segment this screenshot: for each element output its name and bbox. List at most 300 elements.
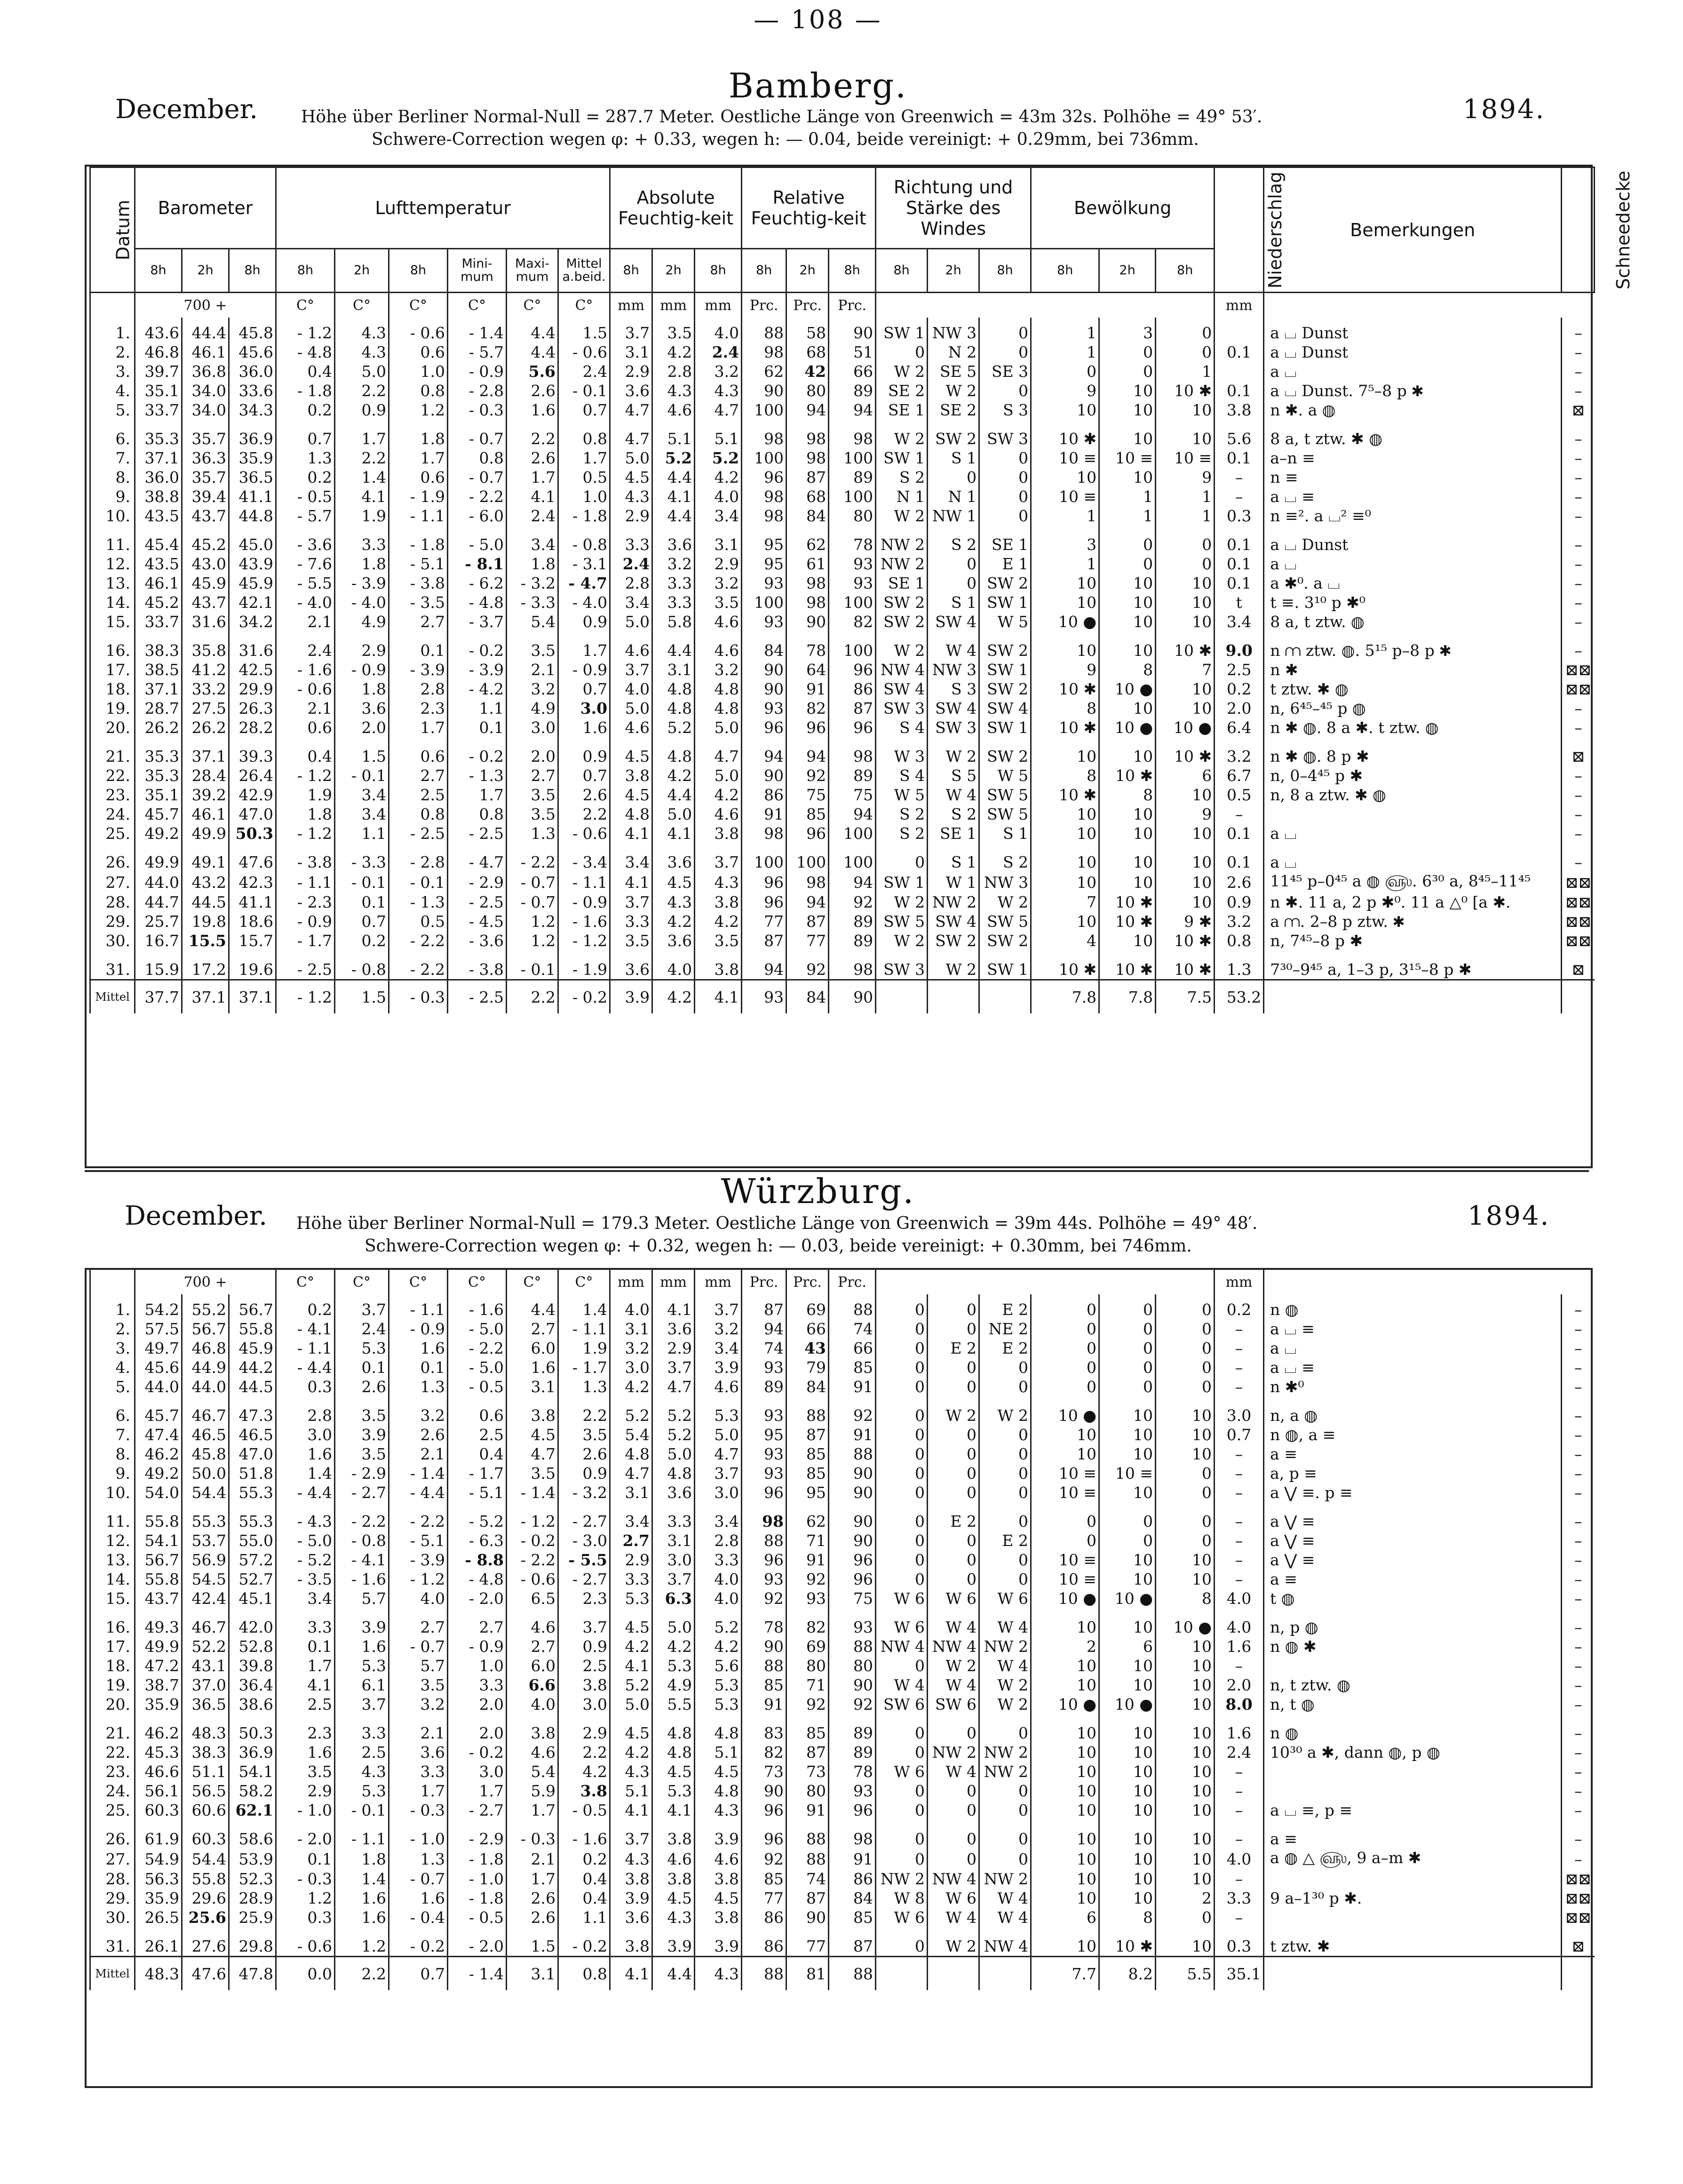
data-cell: 3.2 [389,1396,448,1425]
data-cell: 5.6 [507,362,558,381]
data-cell: 100 [829,824,876,843]
data-cell: 0 [876,1550,928,1570]
remarks-cell: n, 0–4⁴⁵ p ✱ [1264,766,1562,785]
data-cell: NW 1 [928,506,979,526]
snow-cover-cell: – [1562,766,1595,785]
data-cell: 6.1 [335,1675,389,1695]
data-cell: 0 [979,1377,1031,1396]
snow-cover-cell: – [1562,526,1595,554]
data-cell: 10 ● [1031,612,1099,631]
data-cell: 5.1 [652,420,695,448]
data-cell: 5.4 [610,1425,652,1444]
data-cell: 3.5 [695,931,742,950]
data-cell: 90 [829,1531,876,1550]
data-cell: W 2 [928,1927,979,1957]
data-cell: 0 [876,1377,928,1396]
data-cell: 26.2 [182,718,229,737]
data-cell: 36.9 [229,420,276,448]
data-cell: N 1 [928,487,979,506]
data-cell: 4.2 [652,766,695,785]
snow-cover-cell: – [1562,506,1595,526]
data-cell: 2.9 [335,631,389,660]
data-cell: 98 [742,487,786,506]
data-cell: 4.1 [652,824,695,843]
data-cell: 4.3 [335,1762,389,1781]
data-cell: 10 [1099,1444,1156,1464]
data-cell: 25.9 [229,1908,276,1927]
data-cell: 10 [1099,400,1156,420]
data-cell: 42.1 [229,593,276,612]
data-cell: – [1215,1801,1264,1820]
data-cell: 4.2 [610,1743,652,1762]
data-cell: 0.1 [389,1358,448,1377]
data-cell: W 4 [928,1908,979,1927]
data-cell: NW 4 [876,1637,928,1656]
remarks-cell: a ⌴ ≡ [1264,487,1562,506]
snow-cover-cell: – [1562,1762,1595,1781]
table-row [90,1762,1595,1781]
data-cell: W 6 [876,1762,928,1781]
day-cell: 4. [90,1358,135,1377]
data-cell: 2.2 [507,420,558,448]
data-cell: 0.3 [276,1377,335,1396]
data-cell: 98 [742,420,786,448]
data-cell: 0 [928,1781,979,1801]
data-cell: 10 [1156,420,1215,448]
data-cell: 5.4 [507,1762,558,1781]
data-cell: 89 [829,1743,876,1762]
data-cell: 0 [1156,343,1215,362]
data-cell: - 4.4 [389,1483,448,1502]
data-cell: 38.8 [135,487,182,506]
data-cell: - 0.5 [558,1801,610,1820]
data-cell: 1.6 [335,1637,389,1656]
data-cell: 4 [1031,931,1099,950]
data-cell: 2.9 [695,554,742,574]
data-cell: S 4 [876,718,928,737]
data-cell: 0 [1099,1339,1156,1358]
day-cell: 30. [90,931,135,950]
data-cell: 98 [742,343,786,362]
data-cell: SW 1 [876,448,928,468]
data-cell: - 2.2 [507,1550,558,1570]
data-cell: 10 [1156,1656,1215,1675]
data-cell: 10 ≡ [1156,448,1215,468]
mean-row [90,980,1595,1014]
data-cell: 100 [742,400,786,420]
data-cell: 5.2 [695,448,742,468]
day-cell: 19. [90,1675,135,1695]
data-cell: 0.8 [1215,931,1264,950]
day-cell: 1. [90,318,135,343]
day-cell: 3. [90,362,135,381]
data-cell: W 2 [928,950,979,980]
data-cell: - 1.9 [558,950,610,980]
data-cell: 4.4 [652,785,695,805]
data-cell: W 3 [876,737,928,766]
data-cell: - 3.9 [448,660,507,679]
data-cell: 10 [1099,420,1156,448]
data-cell: SW 3 [876,950,928,980]
data-cell: W 5 [876,785,928,805]
snow-cover-cell: – [1562,805,1595,824]
data-cell: W 2 [876,893,928,912]
data-cell: 4.5 [652,1889,695,1908]
data-cell: 10 [1031,1849,1099,1869]
data-cell: 0 [1099,1358,1156,1377]
data-cell: 38.5 [135,660,182,679]
data-cell: 0.8 [389,381,448,400]
data-cell: 0.1 [1215,526,1264,554]
mean-cell [928,980,979,1014]
data-cell: - 8.1 [448,554,507,574]
data-cell: 3.8 [507,1714,558,1743]
table-row [90,574,1595,593]
data-cell: 62 [742,362,786,381]
data-cell: 3.2 [1215,912,1264,931]
remarks-cell: a ⋁ ≡ [1264,1502,1562,1531]
data-cell: 5.0 [610,699,652,718]
data-cell: 3.1 [652,1531,695,1550]
data-cell: 2.1 [507,660,558,679]
data-cell: 2.6 [507,1908,558,1927]
table-row [90,931,1595,950]
remarks-cell [1264,1656,1562,1675]
snow-cover-cell: – [1562,1319,1595,1339]
table-row [90,699,1595,718]
mean-cell: - 2.5 [448,980,507,1014]
data-cell: 43.6 [135,318,182,343]
data-cell: E 2 [979,1294,1031,1319]
data-cell: 1.6 [1215,1637,1264,1656]
data-cell: 52.8 [229,1637,276,1656]
data-cell: 38.6 [229,1695,276,1714]
page-number: — 108 — [754,5,882,34]
data-cell: – [1215,1483,1264,1502]
data-cell: SW 5 [979,785,1031,805]
day-cell: 29. [90,1889,135,1908]
data-cell: 5.0 [652,1444,695,1464]
data-cell: 0.1 [389,631,448,660]
data-cell: 1.7 [335,420,389,448]
data-cell: 2.9 [610,1550,652,1570]
day-cell: 19. [90,699,135,718]
data-cell: 10 [1031,1820,1099,1849]
table-row [90,487,1595,506]
data-cell: 88 [742,1531,786,1550]
data-cell: - 0.6 [507,1570,558,1589]
data-cell: 3.8 [507,1396,558,1425]
data-cell: 10 [1099,1869,1156,1889]
data-cell: 0 [876,1396,928,1425]
data-cell: 4.2 [610,1377,652,1396]
data-cell: 10 [1031,843,1099,872]
data-cell: 77 [786,1927,829,1957]
data-cell: 10 [1099,1781,1156,1801]
data-cell: 0 [1031,1319,1099,1339]
data-cell: 31.6 [182,612,229,631]
day-cell: 4. [90,381,135,400]
remarks-cell: n ✱ ◍. 8 a ✱. t ztw. ◍ [1264,718,1562,737]
data-cell: 10 [1031,1656,1099,1675]
snow-cover-cell: ⊠⊠ [1562,872,1595,893]
data-cell: 47.0 [229,1444,276,1464]
data-cell: 35.3 [135,420,182,448]
data-cell: 17.2 [182,950,229,980]
data-cell: 29.9 [229,679,276,699]
data-cell: 89 [829,766,876,785]
unit-cell: mm [695,1270,742,1294]
data-cell: - 2.8 [448,381,507,400]
remarks-cell: 10³⁰ a ✱, dann ◍, p ◍ [1264,1743,1562,1762]
day-cell: 18. [90,1656,135,1675]
data-cell: 62 [786,1502,829,1531]
data-cell: 4.6 [652,1849,695,1869]
data-cell: - 2.5 [276,950,335,980]
data-cell: 5.4 [507,612,558,631]
data-cell: W 2 [928,737,979,766]
data-cell: SW 6 [928,1695,979,1714]
data-cell: 4.3 [652,893,695,912]
data-cell: SW 3 [876,699,928,718]
remarks-cell: a ⌴ [1264,824,1562,843]
data-cell: 4.8 [652,1464,695,1483]
data-cell: 0.9 [558,612,610,631]
data-cell: 45.9 [229,1339,276,1358]
data-cell: 42 [786,362,829,381]
data-cell: – [1215,487,1264,506]
data-cell: 87 [786,1889,829,1908]
data-cell: – [1215,1502,1264,1531]
data-cell: 2.7 [507,1319,558,1339]
data-cell: 35.7 [182,468,229,487]
data-cell: - 1.1 [276,872,335,893]
data-cell: SW 2 [928,931,979,950]
data-cell: 16.7 [135,931,182,950]
data-cell: 4.6 [695,612,742,631]
data-cell: - 1.8 [276,381,335,400]
mean-cell [1562,980,1595,1014]
data-cell: 47.0 [229,805,276,824]
data-cell: 4.2 [652,1637,695,1656]
data-cell: 3.0 [610,1358,652,1377]
header-barometer: Barometer [135,167,276,249]
data-cell: 98 [829,1820,876,1849]
data-cell: 44.9 [182,1358,229,1377]
day-cell: 7. [90,448,135,468]
data-cell: 39.3 [229,737,276,766]
data-cell: 1.2 [507,912,558,931]
data-cell: 0 [979,1464,1031,1483]
mean-cell: 3.9 [610,980,652,1014]
table-row [90,1889,1595,1908]
data-cell: 86 [829,679,876,699]
data-cell: W 4 [928,1762,979,1781]
data-cell: - 3.9 [389,1550,448,1570]
data-cell: – [1215,1656,1264,1675]
mean-cell: 93 [742,980,786,1014]
data-cell: 1.8 [389,420,448,448]
data-cell: 4.0 [1215,1849,1264,1869]
data-cell: SW 2 [876,593,928,612]
mean-cell [1264,980,1562,1014]
day-cell: 8. [90,1444,135,1464]
mean-cell: 81 [786,1957,829,1991]
day-cell: 21. [90,737,135,766]
data-cell: 47.2 [135,1656,182,1675]
data-cell: - 5.0 [448,1319,507,1339]
data-cell: 74 [829,1319,876,1339]
data-cell: 4.6 [507,1608,558,1637]
data-cell: - 2.5 [448,893,507,912]
data-cell: 10 ✱ [1099,950,1156,980]
data-cell: 0 [1099,1294,1156,1319]
data-cell: 10 ✱ [1099,766,1156,785]
data-cell: 3.4 [695,1339,742,1358]
data-cell: 9 [1031,660,1099,679]
data-cell: 5.3 [652,1781,695,1801]
data-cell: 94 [829,805,876,824]
snow-cover-cell: – [1562,718,1595,737]
data-cell: 2.6 [389,1425,448,1444]
unit-cell: C° [448,293,507,318]
data-cell: 80 [829,1656,876,1675]
data-cell: - 1.1 [335,1820,389,1849]
data-cell: 3.2 [389,1695,448,1714]
data-cell: 55.8 [182,1869,229,1889]
data-cell: 46.7 [182,1396,229,1425]
data-cell: 98 [786,574,829,593]
data-cell: 2.0 [1215,1675,1264,1695]
table-row [90,1675,1595,1695]
data-cell: 0 [1031,1358,1099,1377]
data-cell: 43.5 [135,506,182,526]
mean-cell [979,1957,1031,1991]
data-cell: 93 [742,1570,786,1589]
data-cell: 10 ≡ [1031,448,1099,468]
data-cell: 4.8 [652,699,695,718]
remarks-cell: n ⩋ ztw. ◍. 5¹⁵ p–8 p ✱ [1264,631,1562,660]
mean-cell: 90 [829,980,876,1014]
snow-cover-cell: ⊠⊠ [1562,1889,1595,1908]
data-cell: 4.7 [610,400,652,420]
data-cell: 0 [928,1714,979,1743]
data-cell: S 5 [928,766,979,785]
data-cell: 66 [786,1319,829,1339]
data-cell: 0 [1031,1377,1099,1396]
data-cell: 10 [1031,1762,1099,1781]
data-cell: - 0.9 [448,362,507,381]
sub-h2: 2h [182,249,229,293]
table-row [90,1743,1595,1762]
data-cell: 10 [1099,631,1156,660]
data-cell: 4.0 [1215,1589,1264,1608]
table-row [90,660,1595,679]
data-cell: NW 2 [876,1869,928,1889]
data-cell: 4.4 [507,343,558,362]
data-cell: 1 [1031,506,1099,526]
data-cell: 6.3 [652,1589,695,1608]
snow-cover-cell: – [1562,1358,1595,1377]
data-cell: 37.0 [182,1675,229,1695]
data-cell: 3.7 [652,1570,695,1589]
data-cell: 1.6 [335,1889,389,1908]
data-cell: 26.1 [135,1927,182,1957]
data-cell: SW 4 [876,679,928,699]
data-cell: 18.6 [229,912,276,931]
data-cell: - 5.2 [276,1550,335,1570]
day-cell: 27. [90,1849,135,1869]
data-cell: – [1215,1464,1264,1483]
data-cell: 1.2 [389,400,448,420]
data-cell: 19.8 [182,912,229,931]
data-cell: 0 [1156,1358,1215,1377]
data-cell: - 1.3 [448,766,507,785]
data-cell: - 0.5 [276,487,335,506]
data-cell: W 4 [876,1675,928,1695]
data-cell: 3.5 [335,1396,389,1425]
data-cell: 10 [1156,1801,1215,1820]
unit-cell: mm [1215,1270,1264,1294]
data-cell: 0.9 [1215,893,1264,912]
snow-cover-cell: – [1562,785,1595,805]
remarks-cell: t ◍ [1264,1589,1562,1608]
data-cell: 91 [786,1550,829,1570]
unit-cell: C° [558,1270,610,1294]
data-cell: 4.7 [652,1377,695,1396]
data-cell: 3.4 [507,526,558,554]
day-cell: 2. [90,1319,135,1339]
data-cell: 74 [786,1869,829,1889]
data-cell: 93 [829,554,876,574]
data-cell: 1.9 [335,506,389,526]
data-cell: 10 [1031,1444,1099,1464]
table-row [90,1801,1595,1820]
data-cell: 44.0 [182,1377,229,1396]
data-cell: 2.5 [389,785,448,805]
table-row [90,1358,1595,1377]
mean-cell: 0.7 [389,1957,448,1991]
data-cell: 46.1 [182,805,229,824]
table-row [90,526,1595,554]
data-cell: 43.7 [182,593,229,612]
data-cell: - 0.2 [389,1927,448,1957]
data-cell: 4.7 [695,1444,742,1464]
mean-cell: 3.1 [507,1957,558,1991]
data-cell: 3.1 [610,1319,652,1339]
data-cell: 3.8 [1215,400,1264,420]
data-cell: 2.9 [610,362,652,381]
data-cell: 3 [1031,526,1099,554]
data-cell: 49.9 [182,824,229,843]
data-cell: 10 [1156,824,1215,843]
data-cell: 94 [786,737,829,766]
data-cell: 10 [1156,872,1215,893]
data-cell: 5.1 [695,1743,742,1762]
data-cell: 4.6 [695,631,742,660]
data-cell: 3.8 [695,1908,742,1927]
data-cell: - 1.1 [276,1339,335,1358]
data-cell: NW 3 [928,318,979,343]
data-cell: - 2.9 [448,1820,507,1849]
data-cell: 10 [1156,574,1215,593]
day-cell: 21. [90,1714,135,1743]
sub-h8: 8h [276,249,335,293]
data-cell [1215,362,1264,381]
data-cell: 45.2 [135,593,182,612]
snow-cover-cell: – [1562,1675,1595,1695]
data-cell: - 0.7 [448,420,507,448]
